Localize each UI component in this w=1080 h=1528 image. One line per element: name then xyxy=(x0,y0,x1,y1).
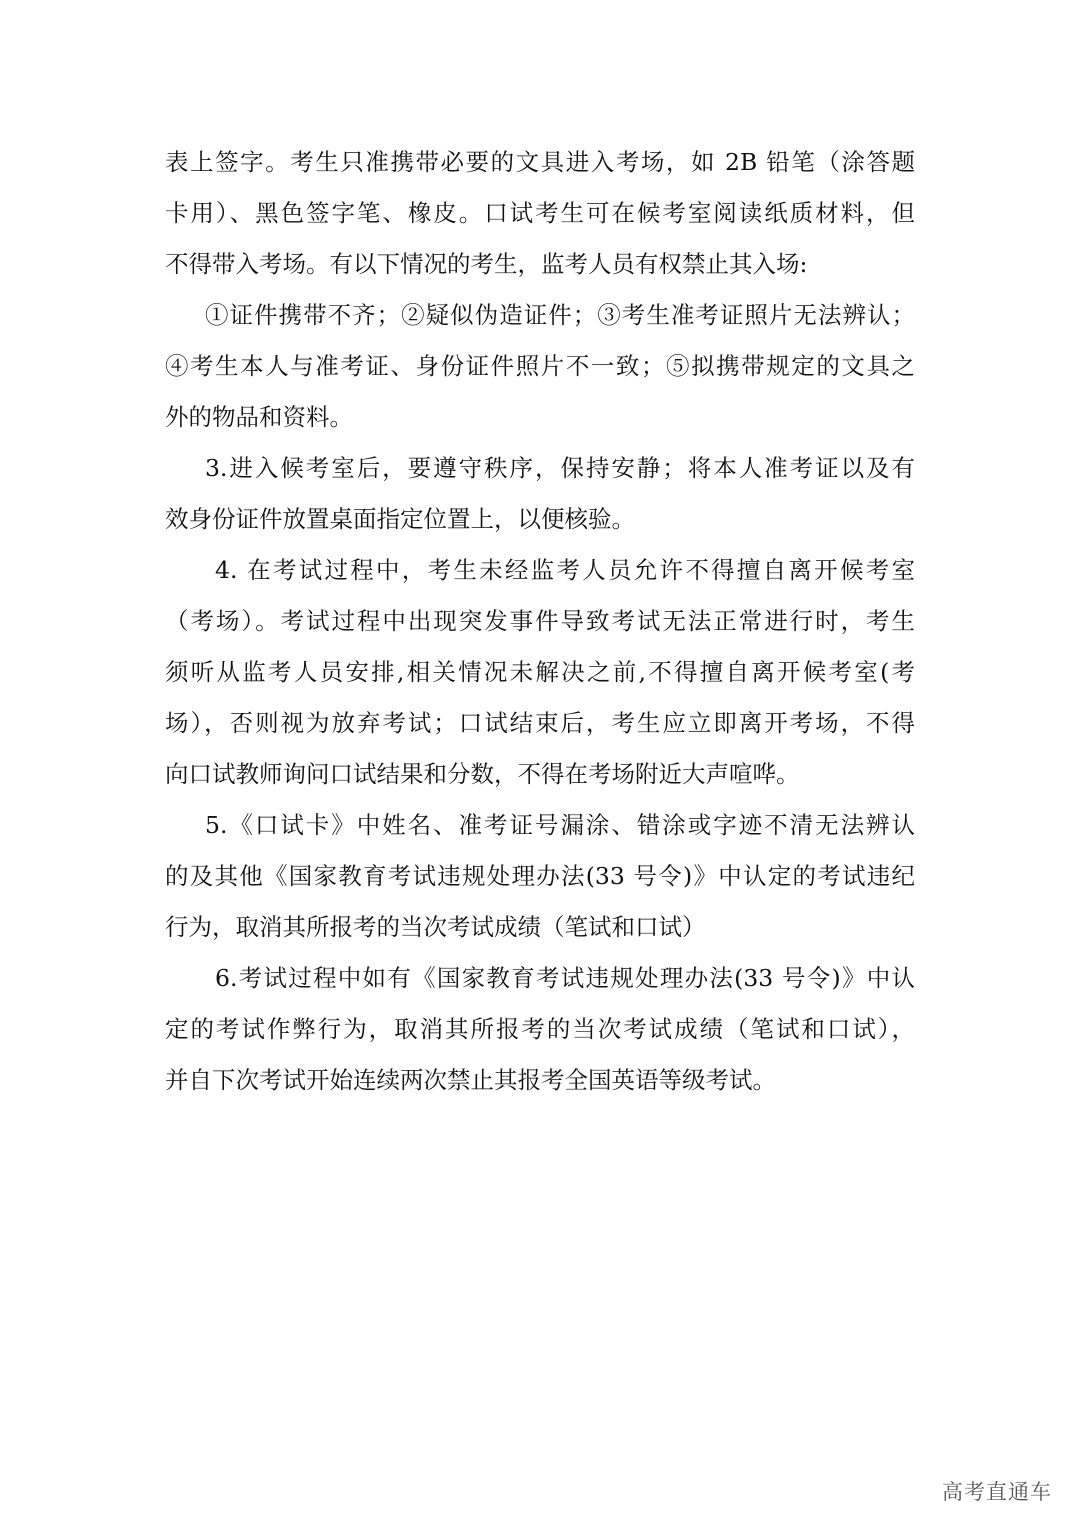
text-line: 6.考试过程中如有《国家教育考试违规处理办法(33 号令)》中认 xyxy=(215,964,915,992)
text-line: 向口试教师询问口试结果和分数，不得在考场附近大声喧哗。 xyxy=(165,760,800,788)
document-body xyxy=(165,137,915,1106)
text-line: 行为，取消其所报考的当次考试成绩（笔试和口试） xyxy=(165,913,706,941)
text-line: ①证件携带不齐；②疑似伪造证件；③考生准考证照片无法辨认； xyxy=(205,301,915,329)
text-line: 效身份证件放置桌面指定位置上，以便核验。 xyxy=(165,505,635,533)
watermark: 高考直通车 xyxy=(942,1480,1052,1504)
text-line: 卡用）、黑色签字笔、橡皮。口试考生可在候考室阅读纸质材料，但 xyxy=(165,199,915,227)
text-line: 定的考试作弊行为，取消其所报考的当次考试成绩（笔试和口试）， xyxy=(165,1015,915,1043)
text-line: 场），否则视为放弃考试；口试结束后，考生应立即离开考场，不得 xyxy=(165,709,915,737)
text-line: 须听从监考人员安排,相关情况未解决之前,不得擅自离开候考室(考 xyxy=(165,658,915,686)
text-line: 不得带入考场。有以下情况的考生，监考人员有权禁止其入场: xyxy=(165,250,808,278)
text-line: 表上签字。考生只准携带必要的文具进入考场，如 2B 铅笔（涂答题 xyxy=(165,148,915,176)
text-line: 5.《口试卡》中姓名、准考证号漏涂、错涂或字迹不清无法辨认 xyxy=(205,811,915,839)
text-line: ④考生本人与准考证、身份证件照片不一致；⑤拟携带规定的文具之 xyxy=(165,352,915,380)
text-line: 并自下次考试开始连续两次禁止其报考全国英语等级考试。 xyxy=(165,1066,776,1094)
text-line: 4. 在考试过程中，考生未经监考人员允许不得擅自离开候考室 xyxy=(215,556,915,584)
text-line: （考场）。考试过程中出现突发事件导致考试无法正常进行时，考生 xyxy=(165,607,915,635)
text-line: 外的物品和资料。 xyxy=(165,403,353,431)
text-line: 的及其他《国家教育考试违规处理办法(33 号令)》中认定的考试违纪 xyxy=(165,862,915,890)
text-line: 3.进入候考室后，要遵守秩序，保持安静；将本人准考证以及有 xyxy=(205,454,915,482)
